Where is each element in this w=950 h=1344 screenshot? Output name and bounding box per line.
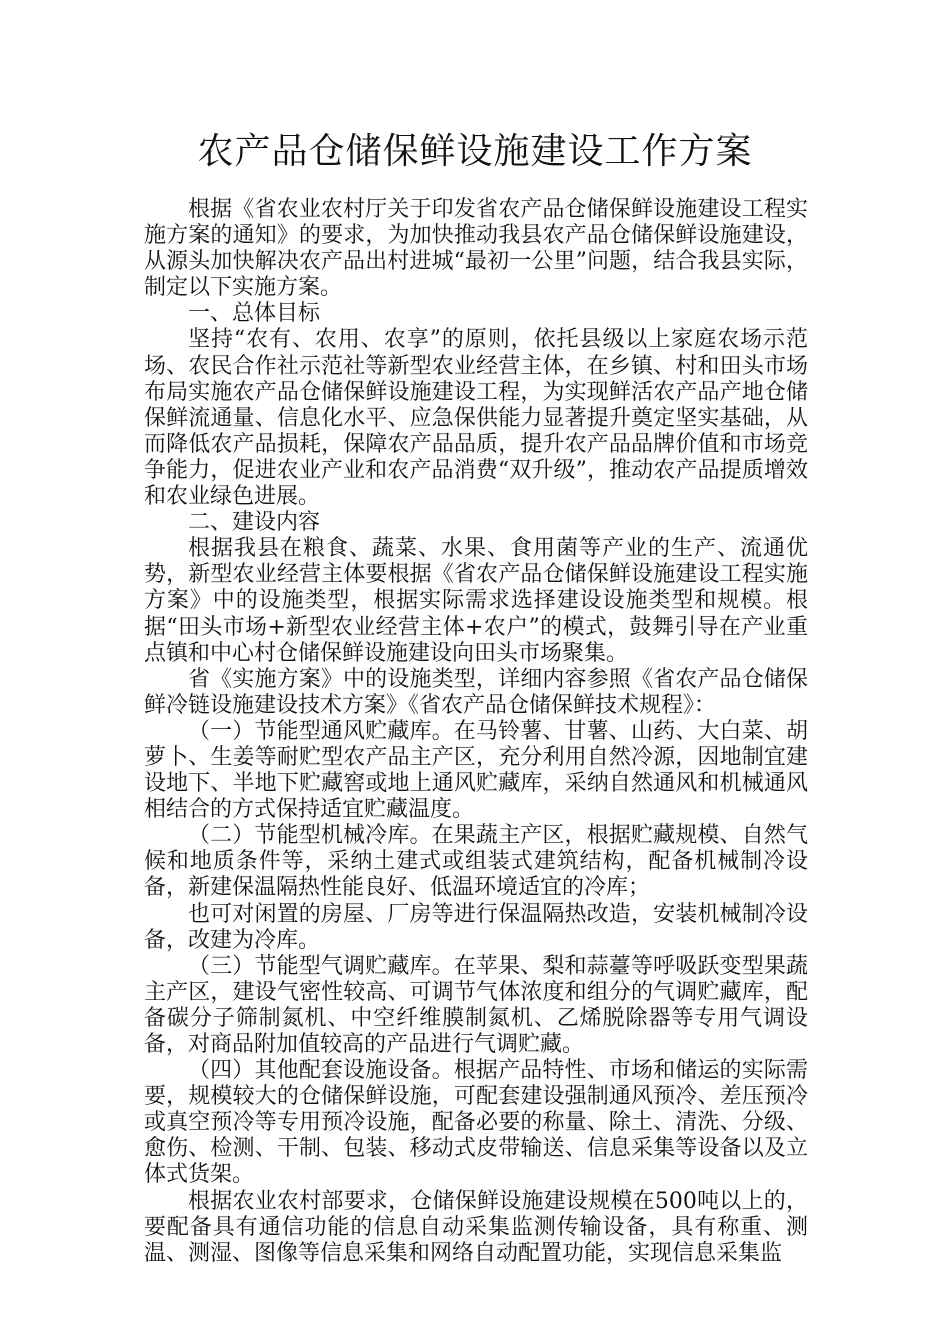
- paragraph-requirements: 根据农业农村部要求，仓储保鲜设施建设规模在500吨以上的，要配备具有通信功能的信息自动采集监测传输设备，具有称重、测温、测湿、图像等信息采集和网络自动配置功能，实现信息采集监: [144, 1188, 808, 1266]
- paragraph-content: 根据我县在粮食、蔬菜、水果、食用菌等产业的生产、流通优势，新型农业经营主体要根据《省农产品仓储保鲜设施建设工程实施方案》中的设施类型，根据实际需求选择建设设施类型和规模。根据“田头市场+新型农业经营主体+农户”的模式，鼓舞引导在产业重点镇和中心村仓储保鲜设施建设向田头市场聚集。: [144, 536, 808, 666]
- section-heading-content: 二、建设内容: [188, 510, 321, 536]
- paragraph-intro: 根据《省农业农村厅关于印发省农产品仓储保鲜设施建设工程实施方案的通知》的要求，为加快推动我县农产品仓储保鲜设施建设，从源头加快解决农产品出村进城“最初一公里”问题，结合我县实际，制定以下实施方案。: [144, 197, 808, 301]
- paragraph-item-4: （四）其他配套设施设备。根据产品特性、市场和储运的实际需要，规模较大的仓储保鲜设施，可配套建设强制通风预冷、差压预冷或真空预冷等专用预冷设施，配备必要的称量、除土、清洗、分级、愈伤、检测、干制、包装、移动式皮带输送、信息采集等设备以及立体式货架。: [144, 1058, 808, 1188]
- section-heading-goals: 一、总体目标: [188, 301, 321, 327]
- paragraph-item-1: （一）节能型通风贮藏库。在马铃薯、甘薯、山药、大白菜、胡萝卜、生姜等耐贮型农产品主产区，充分利用自然冷源，因地制宜建设地下、半地下贮藏窖或地上通风贮藏库，采纳自然通风和机械通风相结合的方式保持适宜贮藏温度。: [144, 718, 808, 823]
- paragraph-goals: 坚持“农有、农用、农享”的原则，依托县级以上家庭农场示范场、农民合作社示范社等新型农业经营主体，在乡镇、村和田头市场布局实施农产品仓储保鲜设施建设工程，为实现鲜活农产品产地仓储保鲜流通量、信息化水平、应急保供能力显著提升奠定坚实基础，从而降低农产品损耗，保障农产品品质，提升农产品品牌价值和市场竞争能力，促进农业产业和农产品消费“双升级”，推动农产品提质增效和农业绿色进展。: [144, 327, 808, 510]
- document-body: [144, 197, 808, 1267]
- document-title: 农产品仓储保鲜设施建设工作方案: [197, 131, 753, 172]
- paragraph-item-2: （二）节能型机械冷库。在果蔬主产区，根据贮藏规模、自然气候和地质条件等，采纳土建式或组装式建筑结构，配备机械制冷设备，新建保温隔热性能良好、低温环境适宜的冷库；: [144, 823, 808, 901]
- paragraph-item-2-cont: 也可对闲置的房屋、厂房等进行保温隔热改造，安装机械制冷设备，改建为冷库。: [144, 901, 808, 953]
- paragraph-item-3: （三）节能型气调贮藏库。在苹果、梨和蒜薹等呼吸跃变型果蔬主产区，建设气密性较高、可调节气体浓度和组分的气调贮藏库，配备碳分子筛制氮机、中空纤维膜制氮机、乙烯脱除器等专用气调设备，对商品附加值较高的产品进行气调贮藏。: [144, 953, 808, 1057]
- paragraph-facility-types: 省《实施方案》中的设施类型，详细内容参照《省农产品仓储保鲜冷链设施建设技术方案》《省农产品仓储保鲜技术规程》：: [144, 666, 808, 718]
